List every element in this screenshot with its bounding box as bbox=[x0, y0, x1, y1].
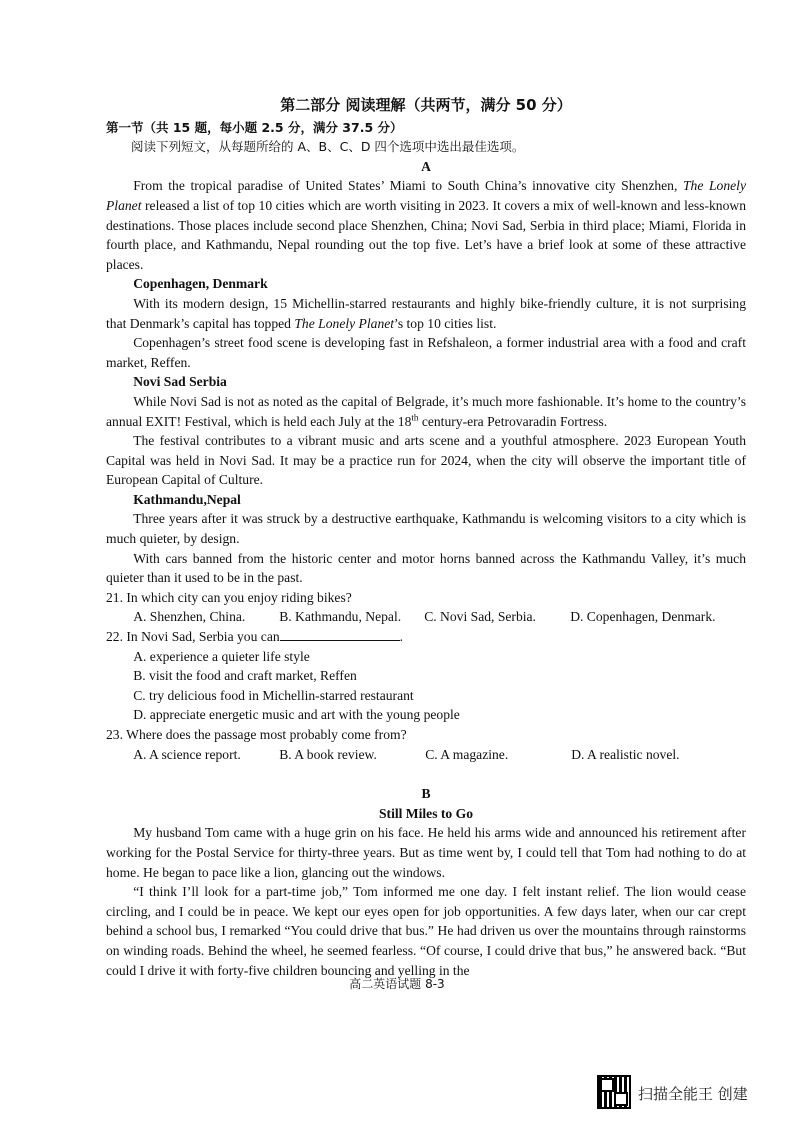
option-23-c[interactable]: C. A magazine. bbox=[425, 746, 509, 762]
scanner-watermark: 扫描全能王 创建 bbox=[638, 1085, 748, 1103]
question-23-options bbox=[106, 745, 746, 765]
question-22 bbox=[106, 627, 746, 647]
copenhagen-paragraph-2: Copenhagen’s street food scene is developing fast in Refshaleon, a former industrial area with a food and craft market, Reffen. bbox=[106, 335, 746, 370]
option-21-b[interactable]: B. Kathmandu, Nepal. bbox=[279, 609, 402, 625]
ordinal-suffix: th bbox=[411, 411, 419, 422]
option-22-c[interactable]: C. try delicious food in Michellin-starred restaurant bbox=[133, 687, 414, 703]
option-22-b[interactable]: B. visit the food and craft market, Reffen bbox=[133, 668, 357, 684]
question-22-text: 22. In Novi Sad, Serbia you can bbox=[106, 629, 280, 645]
passage-b-title: Still Miles to Go bbox=[378, 805, 473, 821]
option-23-d[interactable]: D. A realistic novel. bbox=[571, 746, 680, 762]
novi-sad-text-2: century-era Petrovaradin Fortress. bbox=[418, 413, 608, 429]
novi-sad-paragraph-1 bbox=[106, 392, 746, 431]
qr-code-icon bbox=[597, 1075, 631, 1109]
part-title: 第二部分 阅读理解（共两节，满分 50 分） bbox=[280, 96, 572, 114]
copenhagen-book-title: The Lonely Planet bbox=[294, 315, 395, 331]
section-title: 第一节（共 15 题，每小题 2.5 分，满分 37.5 分） bbox=[106, 119, 403, 135]
answer-blank bbox=[280, 628, 400, 641]
heading-novi-sad: Novi Sad Serbia bbox=[133, 374, 227, 390]
question-21: 21. In which city can you enjoy riding bikes? bbox=[106, 589, 352, 605]
exam-content bbox=[106, 96, 746, 980]
passage-b-label: B bbox=[421, 786, 431, 802]
option-23-a[interactable]: A. A science report. bbox=[133, 746, 241, 762]
heading-copenhagen: Copenhagen, Denmark bbox=[133, 276, 268, 292]
page-footer: 高二英语试题 8-3 bbox=[349, 977, 445, 991]
novi-sad-text-1: While Novi Sad is not as noted as the capital of Belgrade, it’s much more fashionable. It’s home to the country’s annual EXIT! Festival, which is held each July at the 18 bbox=[106, 393, 746, 429]
copenhagen-paragraph-1 bbox=[106, 294, 746, 333]
option-22-d[interactable]: D. appreciate energetic music and art with the young people bbox=[133, 707, 460, 723]
spacer bbox=[106, 764, 746, 784]
instructions: 阅读下列短文，从每题所给的 A、B、C、D 四个选项中选出最佳选项。 bbox=[131, 139, 525, 155]
question-21-options bbox=[106, 607, 746, 627]
passage-a-label: A bbox=[421, 158, 431, 174]
intro-book-title: The Lonely Planet bbox=[106, 178, 746, 213]
intro-text-2: released a list of top 10 cities which are worth visiting in 2023. It covers a mix of well-known and less-known destinations. Those places include second place Shenzhen, China; Novi Sad, Serbia in third place; Miami, Florida in fourth place, and Kathmandu, Nepal rounding out the top five. Let’s have a brief look at some of these attractive places. bbox=[106, 197, 746, 272]
novi-sad-paragraph-2: The festival contributes to a vibrant music and arts scene and a youthful atmosphere. 2023 European Youth Capital was held in Novi Sad. It may be a practice run for 2024, when the city will observe the important title of European Capital of Culture. bbox=[106, 433, 746, 488]
question-22-end: . bbox=[399, 629, 404, 645]
option-21-c[interactable]: C. Novi Sad, Serbia. bbox=[424, 609, 536, 625]
option-21-a[interactable]: A. Shenzhen, China. bbox=[133, 609, 246, 625]
passage-b-paragraph-1: My husband Tom came with a huge grin on his face. He held his arms wide and announced his retirement after working for the Postal Service for thirty-three years. But as time went by, I could tell that Tom had nothing to do at home. He began to pace like a lion, glancing out the windows. bbox=[106, 825, 746, 880]
question-23: 23. Where does the passage most probably come from? bbox=[106, 727, 407, 742]
kathmandu-paragraph-1: Three years after it was struck by a destructive earthquake, Kathmandu is welcoming visitors to a city which is much quieter, by design. bbox=[106, 511, 746, 547]
option-21-d[interactable]: D. Copenhagen, Denmark. bbox=[570, 609, 716, 625]
option-22-a[interactable]: A. experience a quieter life style bbox=[133, 648, 310, 664]
copenhagen-text-2: ’s top 10 cities list. bbox=[394, 315, 497, 331]
passage-b-paragraph-2: “I think I’ll look for a part-time job,” Tom informed me one day. I felt instant relief. The lion would cease circling, and I could be in peace. We kept our eyes open for job opportunities. A few days later, when our car crept behind a school bus, I remarked “You could drive that bus.” He had driven us over the mountains through rainstorms on winding roads. Behind the wheel, he seemed fearless. “Of course, I could drive that bus,” he answered back. “But could I drive it with forty-five children bouncing and yelling in the bbox=[106, 884, 746, 978]
option-23-b[interactable]: B. A book review. bbox=[279, 746, 377, 762]
intro-text-1: From the tropical paradise of United States’ Miami to South China’s innovative city Shenzhen, bbox=[133, 178, 683, 194]
copenhagen-text-1: With its modern design, 15 Michellin-starred restaurants and highly bike-friendly culture, it is not surprising that Denmark’s capital has topped bbox=[106, 295, 746, 331]
passage-a-intro bbox=[106, 176, 746, 274]
kathmandu-paragraph-2: With cars banned from the historic center and motor horns banned across the Kathmandu Valley, it’s much quieter than it used to be in the past. bbox=[106, 550, 746, 586]
heading-kathmandu: Kathmandu,Nepal bbox=[133, 491, 241, 507]
